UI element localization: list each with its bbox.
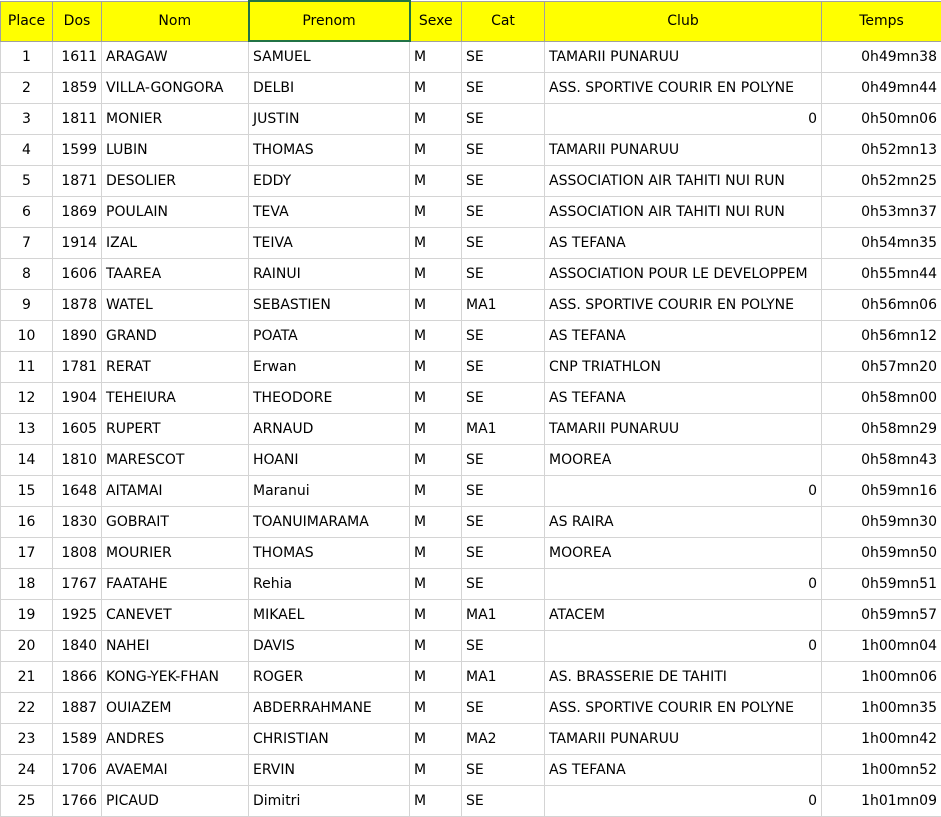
- cell-temps[interactable]: 0h59mn16: [822, 476, 941, 507]
- cell-temps[interactable]: 1h00mn42: [822, 724, 941, 755]
- cell-sexe[interactable]: M: [410, 41, 462, 73]
- cell-cat[interactable]: SE: [462, 352, 545, 383]
- cell-nom[interactable]: IZAL: [102, 228, 249, 259]
- cell-place[interactable]: 1: [1, 41, 53, 73]
- cell-temps[interactable]: 0h57mn20: [822, 352, 941, 383]
- cell-place[interactable]: 3: [1, 104, 53, 135]
- cell-cat[interactable]: SE: [462, 755, 545, 786]
- cell-sexe[interactable]: M: [410, 290, 462, 321]
- cell-cat[interactable]: MA2: [462, 724, 545, 755]
- cell-sexe[interactable]: M: [410, 414, 462, 445]
- cell-place[interactable]: 11: [1, 352, 53, 383]
- cell-sexe[interactable]: M: [410, 352, 462, 383]
- cell-nom[interactable]: GOBRAIT: [102, 507, 249, 538]
- cell-dos[interactable]: 1859: [53, 73, 102, 104]
- cell-place[interactable]: 17: [1, 538, 53, 569]
- cell-club[interactable]: MOOREA: [545, 445, 822, 476]
- cell-dos[interactable]: 1904: [53, 383, 102, 414]
- table-row: [1, 600, 941, 631]
- cell-temps[interactable]: 0h56mn12: [822, 321, 941, 352]
- cell-temps[interactable]: 1h00mn06: [822, 662, 941, 693]
- cell-dos[interactable]: 1890: [53, 321, 102, 352]
- cell-club[interactable]: 0: [545, 569, 822, 600]
- cell-place[interactable]: 16: [1, 507, 53, 538]
- cell-cat[interactable]: MA1: [462, 414, 545, 445]
- cell-cat[interactable]: SE: [462, 41, 545, 73]
- table-row: [1, 538, 941, 569]
- table-row: [1, 166, 941, 197]
- cell-club[interactable]: AS TEFANA: [545, 383, 822, 414]
- cell-place[interactable]: 21: [1, 662, 53, 693]
- cell-nom[interactable]: MARESCOT: [102, 445, 249, 476]
- cell-sexe[interactable]: M: [410, 662, 462, 693]
- cell-temps[interactable]: 0h59mn50: [822, 538, 941, 569]
- cell-temps[interactable]: 0h50mn06: [822, 104, 941, 135]
- cell-nom[interactable]: DESOLIER: [102, 166, 249, 197]
- cell-prenom[interactable]: ERVIN: [249, 755, 410, 786]
- cell-temps[interactable]: 0h59mn51: [822, 569, 941, 600]
- table-row: [1, 507, 941, 538]
- cell-dos[interactable]: 1767: [53, 569, 102, 600]
- cell-dos[interactable]: 1605: [53, 414, 102, 445]
- cell-cat[interactable]: SE: [462, 135, 545, 166]
- cell-nom[interactable]: VILLA-GONGORA: [102, 73, 249, 104]
- cell-cat[interactable]: SE: [462, 259, 545, 290]
- cell-temps[interactable]: 1h01mn09: [822, 786, 941, 817]
- cell-club[interactable]: ASS. SPORTIVE COURIR EN POLYNE: [545, 693, 822, 724]
- cell-dos[interactable]: 1830: [53, 507, 102, 538]
- cell-dos[interactable]: 1589: [53, 724, 102, 755]
- table-row: [1, 476, 941, 507]
- cell-prenom[interactable]: Dimitri: [249, 786, 410, 817]
- cell-nom[interactable]: ANDRES: [102, 724, 249, 755]
- cell-cat[interactable]: SE: [462, 166, 545, 197]
- table-row: [1, 259, 941, 290]
- cell-nom[interactable]: OUIAZEM: [102, 693, 249, 724]
- cell-nom[interactable]: AITAMAI: [102, 476, 249, 507]
- cell-dos[interactable]: 1925: [53, 600, 102, 631]
- cell-prenom[interactable]: EDDY: [249, 166, 410, 197]
- cell-temps[interactable]: 1h00mn35: [822, 693, 941, 724]
- cell-club[interactable]: ATACEM: [545, 600, 822, 631]
- table-row: [1, 104, 941, 135]
- cell-sexe[interactable]: M: [410, 507, 462, 538]
- cell-nom[interactable]: ARAGAW: [102, 41, 249, 73]
- cell-club[interactable]: ASSOCIATION AIR TAHITI NUI RUN: [545, 166, 822, 197]
- cell-sexe[interactable]: M: [410, 259, 462, 290]
- header-cat[interactable]: Cat: [462, 1, 545, 41]
- cell-sexe[interactable]: M: [410, 476, 462, 507]
- table-row: [1, 321, 941, 352]
- cell-nom[interactable]: KONG-YEK-FHAN: [102, 662, 249, 693]
- header-place[interactable]: Place: [1, 1, 53, 41]
- cell-nom[interactable]: RUPERT: [102, 414, 249, 445]
- cell-place[interactable]: 13: [1, 414, 53, 445]
- cell-prenom[interactable]: ROGER: [249, 662, 410, 693]
- cell-dos[interactable]: 1878: [53, 290, 102, 321]
- cell-place[interactable]: 12: [1, 383, 53, 414]
- cell-club[interactable]: AS TEFANA: [545, 321, 822, 352]
- cell-temps[interactable]: 0h58mn29: [822, 414, 941, 445]
- cell-cat[interactable]: SE: [462, 321, 545, 352]
- cell-temps[interactable]: 1h00mn04: [822, 631, 941, 662]
- cell-nom[interactable]: GRAND: [102, 321, 249, 352]
- cell-temps[interactable]: 0h55mn44: [822, 259, 941, 290]
- cell-temps[interactable]: 0h56mn06: [822, 290, 941, 321]
- cell-place[interactable]: 24: [1, 755, 53, 786]
- table-row: [1, 631, 941, 662]
- cell-dos[interactable]: 1808: [53, 538, 102, 569]
- cell-nom[interactable]: TAAREA: [102, 259, 249, 290]
- cell-club[interactable]: MOOREA: [545, 538, 822, 569]
- cell-nom[interactable]: FAATAHE: [102, 569, 249, 600]
- cell-club[interactable]: TAMARII PUNARUU: [545, 135, 822, 166]
- cell-sexe[interactable]: M: [410, 724, 462, 755]
- cell-club[interactable]: ASSOCIATION AIR TAHITI NUI RUN: [545, 197, 822, 228]
- cell-club[interactable]: 0: [545, 104, 822, 135]
- cell-nom[interactable]: LUBIN: [102, 135, 249, 166]
- cell-club[interactable]: AS. BRASSERIE DE TAHITI: [545, 662, 822, 693]
- table-row: [1, 228, 941, 259]
- cell-place[interactable]: 7: [1, 228, 53, 259]
- cell-cat[interactable]: MA1: [462, 662, 545, 693]
- cell-club[interactable]: TAMARII PUNARUU: [545, 414, 822, 445]
- table-row: [1, 41, 941, 73]
- cell-dos[interactable]: 1866: [53, 662, 102, 693]
- cell-nom[interactable]: AVAEMAI: [102, 755, 249, 786]
- table-row: [1, 786, 941, 817]
- table-row: [1, 662, 941, 693]
- cell-cat[interactable]: SE: [462, 73, 545, 104]
- cell-dos[interactable]: 1871: [53, 166, 102, 197]
- cell-prenom[interactable]: ARNAUD: [249, 414, 410, 445]
- cell-club[interactable]: ASS. SPORTIVE COURIR EN POLYNE: [545, 73, 822, 104]
- cell-cat[interactable]: SE: [462, 445, 545, 476]
- cell-sexe[interactable]: M: [410, 693, 462, 724]
- cell-prenom[interactable]: THEODORE: [249, 383, 410, 414]
- header-prenom[interactable]: Prenom: [249, 1, 410, 41]
- cell-dos[interactable]: 1887: [53, 693, 102, 724]
- cell-prenom[interactable]: Maranui: [249, 476, 410, 507]
- cell-dos[interactable]: 1914: [53, 228, 102, 259]
- cell-temps[interactable]: 0h58mn00: [822, 383, 941, 414]
- cell-nom[interactable]: WATEL: [102, 290, 249, 321]
- cell-cat[interactable]: SE: [462, 476, 545, 507]
- cell-place[interactable]: 14: [1, 445, 53, 476]
- cell-prenom[interactable]: DELBI: [249, 73, 410, 104]
- cell-nom[interactable]: PICAUD: [102, 786, 249, 817]
- cell-prenom[interactable]: HOANI: [249, 445, 410, 476]
- cell-club[interactable]: TAMARII PUNARUU: [545, 724, 822, 755]
- cell-sexe[interactable]: M: [410, 321, 462, 352]
- cell-dos[interactable]: 1599: [53, 135, 102, 166]
- cell-sexe[interactable]: M: [410, 383, 462, 414]
- cell-temps[interactable]: 0h52mn25: [822, 166, 941, 197]
- cell-place[interactable]: 6: [1, 197, 53, 228]
- cell-temps[interactable]: 0h58mn43: [822, 445, 941, 476]
- cell-club[interactable]: AS TEFANA: [545, 228, 822, 259]
- cell-dos[interactable]: 1811: [53, 104, 102, 135]
- cell-prenom[interactable]: CHRISTIAN: [249, 724, 410, 755]
- cell-sexe[interactable]: M: [410, 135, 462, 166]
- cell-club[interactable]: 0: [545, 631, 822, 662]
- cell-place[interactable]: 4: [1, 135, 53, 166]
- cell-sexe[interactable]: M: [410, 631, 462, 662]
- header-club[interactable]: Club: [545, 1, 822, 41]
- cell-temps[interactable]: 1h00mn52: [822, 755, 941, 786]
- table-row: [1, 383, 941, 414]
- cell-club[interactable]: ASSOCIATION POUR LE DEVELOPPEM: [545, 259, 822, 290]
- table-row: [1, 197, 941, 228]
- cell-club[interactable]: ASS. SPORTIVE COURIR EN POLYNE: [545, 290, 822, 321]
- cell-dos[interactable]: 1611: [53, 41, 102, 73]
- table-row: [1, 73, 941, 104]
- cell-cat[interactable]: SE: [462, 228, 545, 259]
- header-nom[interactable]: Nom: [102, 1, 249, 41]
- table-row: [1, 569, 941, 600]
- table-row: [1, 352, 941, 383]
- cell-place[interactable]: 15: [1, 476, 53, 507]
- cell-prenom[interactable]: Erwan: [249, 352, 410, 383]
- header-sexe[interactable]: Sexe: [410, 1, 462, 41]
- cell-place[interactable]: 2: [1, 73, 53, 104]
- cell-sexe[interactable]: M: [410, 445, 462, 476]
- header-row: [1, 1, 941, 41]
- cell-dos[interactable]: 1810: [53, 445, 102, 476]
- cell-nom[interactable]: MONIER: [102, 104, 249, 135]
- cell-place[interactable]: 10: [1, 321, 53, 352]
- cell-cat[interactable]: SE: [462, 786, 545, 817]
- table-row: [1, 290, 941, 321]
- cell-sexe[interactable]: M: [410, 569, 462, 600]
- cell-prenom[interactable]: THOMAS: [249, 135, 410, 166]
- cell-temps[interactable]: 0h53mn37: [822, 197, 941, 228]
- cell-sexe[interactable]: M: [410, 538, 462, 569]
- cell-prenom[interactable]: RAINUI: [249, 259, 410, 290]
- cell-club[interactable]: AS RAIRA: [545, 507, 822, 538]
- cell-prenom[interactable]: TEVA: [249, 197, 410, 228]
- cell-place[interactable]: 22: [1, 693, 53, 724]
- cell-club[interactable]: CNP TRIATHLON: [545, 352, 822, 383]
- cell-nom[interactable]: MOURIER: [102, 538, 249, 569]
- header-dos[interactable]: Dos: [53, 1, 102, 41]
- cell-sexe[interactable]: M: [410, 600, 462, 631]
- cell-prenom[interactable]: POATA: [249, 321, 410, 352]
- cell-place[interactable]: 5: [1, 166, 53, 197]
- cell-cat[interactable]: SE: [462, 197, 545, 228]
- cell-prenom[interactable]: SEBASTIEN: [249, 290, 410, 321]
- cell-nom[interactable]: NAHEI: [102, 631, 249, 662]
- cell-nom[interactable]: TEHEIURA: [102, 383, 249, 414]
- table-row: [1, 693, 941, 724]
- cell-club[interactable]: 0: [545, 786, 822, 817]
- cell-club[interactable]: AS TEFANA: [545, 755, 822, 786]
- cell-prenom[interactable]: DAVIS: [249, 631, 410, 662]
- cell-cat[interactable]: SE: [462, 104, 545, 135]
- cell-nom[interactable]: RERAT: [102, 352, 249, 383]
- cell-place[interactable]: 19: [1, 600, 53, 631]
- table-row: [1, 724, 941, 755]
- cell-temps[interactable]: 0h59mn30: [822, 507, 941, 538]
- cell-place[interactable]: 8: [1, 259, 53, 290]
- cell-place[interactable]: 25: [1, 786, 53, 817]
- table-row: [1, 135, 941, 166]
- header-temps[interactable]: Temps: [822, 1, 941, 41]
- cell-dos[interactable]: 1869: [53, 197, 102, 228]
- cell-prenom[interactable]: TEIVA: [249, 228, 410, 259]
- cell-temps[interactable]: 0h52mn13: [822, 135, 941, 166]
- cell-prenom[interactable]: THOMAS: [249, 538, 410, 569]
- cell-cat[interactable]: SE: [462, 631, 545, 662]
- cell-sexe[interactable]: M: [410, 166, 462, 197]
- cell-prenom[interactable]: TOANUIMARAMA: [249, 507, 410, 538]
- cell-nom[interactable]: POULAIN: [102, 197, 249, 228]
- cell-sexe[interactable]: M: [410, 104, 462, 135]
- table-row: [1, 755, 941, 786]
- table-row: [1, 445, 941, 476]
- cell-sexe[interactable]: M: [410, 755, 462, 786]
- cell-prenom[interactable]: SAMUEL: [249, 41, 410, 73]
- cell-temps[interactable]: 0h49mn38: [822, 41, 941, 73]
- cell-place[interactable]: 9: [1, 290, 53, 321]
- cell-club[interactable]: TAMARII PUNARUU: [545, 41, 822, 73]
- cell-temps[interactable]: 0h49mn44: [822, 73, 941, 104]
- cell-nom[interactable]: CANEVET: [102, 600, 249, 631]
- cell-prenom[interactable]: MIKAEL: [249, 600, 410, 631]
- cell-dos[interactable]: 1781: [53, 352, 102, 383]
- cell-club[interactable]: 0: [545, 476, 822, 507]
- cell-temps[interactable]: 0h54mn35: [822, 228, 941, 259]
- cell-dos[interactable]: 1706: [53, 755, 102, 786]
- cell-cat[interactable]: SE: [462, 569, 545, 600]
- cell-place[interactable]: 18: [1, 569, 53, 600]
- cell-cat[interactable]: SE: [462, 383, 545, 414]
- cell-sexe[interactable]: M: [410, 73, 462, 104]
- cell-cat[interactable]: SE: [462, 693, 545, 724]
- cell-sexe[interactable]: M: [410, 228, 462, 259]
- cell-cat[interactable]: SE: [462, 507, 545, 538]
- table-row: [1, 414, 941, 445]
- cell-place[interactable]: 20: [1, 631, 53, 662]
- cell-dos[interactable]: 1766: [53, 786, 102, 817]
- cell-dos[interactable]: 1606: [53, 259, 102, 290]
- cell-temps[interactable]: 0h59mn57: [822, 600, 941, 631]
- cell-sexe[interactable]: M: [410, 786, 462, 817]
- cell-place[interactable]: 23: [1, 724, 53, 755]
- cell-cat[interactable]: SE: [462, 538, 545, 569]
- cell-prenom[interactable]: Rehia: [249, 569, 410, 600]
- cell-sexe[interactable]: M: [410, 197, 462, 228]
- cell-dos[interactable]: 1648: [53, 476, 102, 507]
- cell-prenom[interactable]: JUSTIN: [249, 104, 410, 135]
- cell-cat[interactable]: MA1: [462, 600, 545, 631]
- cell-prenom[interactable]: ABDERRAHMANE: [249, 693, 410, 724]
- cell-dos[interactable]: 1840: [53, 631, 102, 662]
- cell-cat[interactable]: MA1: [462, 290, 545, 321]
